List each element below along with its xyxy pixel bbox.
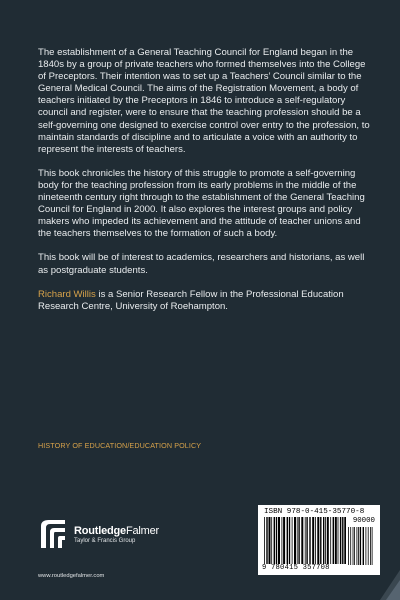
author-bio (38, 289, 373, 313)
blurb-paragraph-3: This book will be of interest to academics, researchers and historians, as well as postgraduate students. (38, 252, 365, 276)
author-bio-text: is a Senior Research Fellow in the Professional Education Research Centre, University of Roehampton. (38, 288, 344, 312)
isbn-text: ISBN 978-0-415-35770-8 (264, 508, 365, 516)
price-code: 90000 (352, 517, 375, 525)
publisher-name (74, 525, 159, 537)
blurb (38, 47, 373, 325)
subject-category: HISTORY OF EDUCATION/EDUCATION POLICY (38, 441, 202, 450)
publisher-name-bold: Routledge (74, 524, 126, 537)
ean-barcode-bars (264, 517, 346, 564)
publisher-group: Taylor & Francis Group (74, 537, 136, 544)
ean-digits: 9 780415 357708 (262, 564, 330, 572)
publisher-logo (38, 518, 159, 550)
blurb-paragraph-2: This book chronicles the history of this struggle to promote a self-governing body for the teaching profession from its early problems in the middle of the nineteenth century right through to the establishment of the General Teaching Council for England in 2000. It also explores the interest groups and policy makers who impeded its achievement and the attitude of teacher unions and the teachers themselves to the formation of such a body. (38, 167, 365, 240)
publisher-name-light: Falmer (125, 524, 160, 537)
barcode (258, 505, 380, 575)
author-name: Richard Willis (38, 288, 96, 300)
price-barcode-bars (348, 527, 374, 565)
blurb-paragraph-1: The establishment of a General Teaching Council for England began in the 1840s by a group of private teachers who formed themselves into the College of Preceptors. Their intention was to set up a Teachers’ Council similar to the General Medical Council. The aims of the Registration Movement, a body of teachers initiated by the Preceptors in 1846 to introduce a self-regulatory council and register, were to ensure that the teaching profession should be a self-governing one designed to exercise control over entry to the profession, to maintain standards of discipline and to articulate a voice with an authority to represent the interests of teachers. (38, 47, 370, 155)
routledge-logo-icon (38, 518, 68, 550)
publisher-website: www.routledgefalmer.com (38, 573, 105, 579)
cover-corner-decoration (380, 570, 400, 600)
